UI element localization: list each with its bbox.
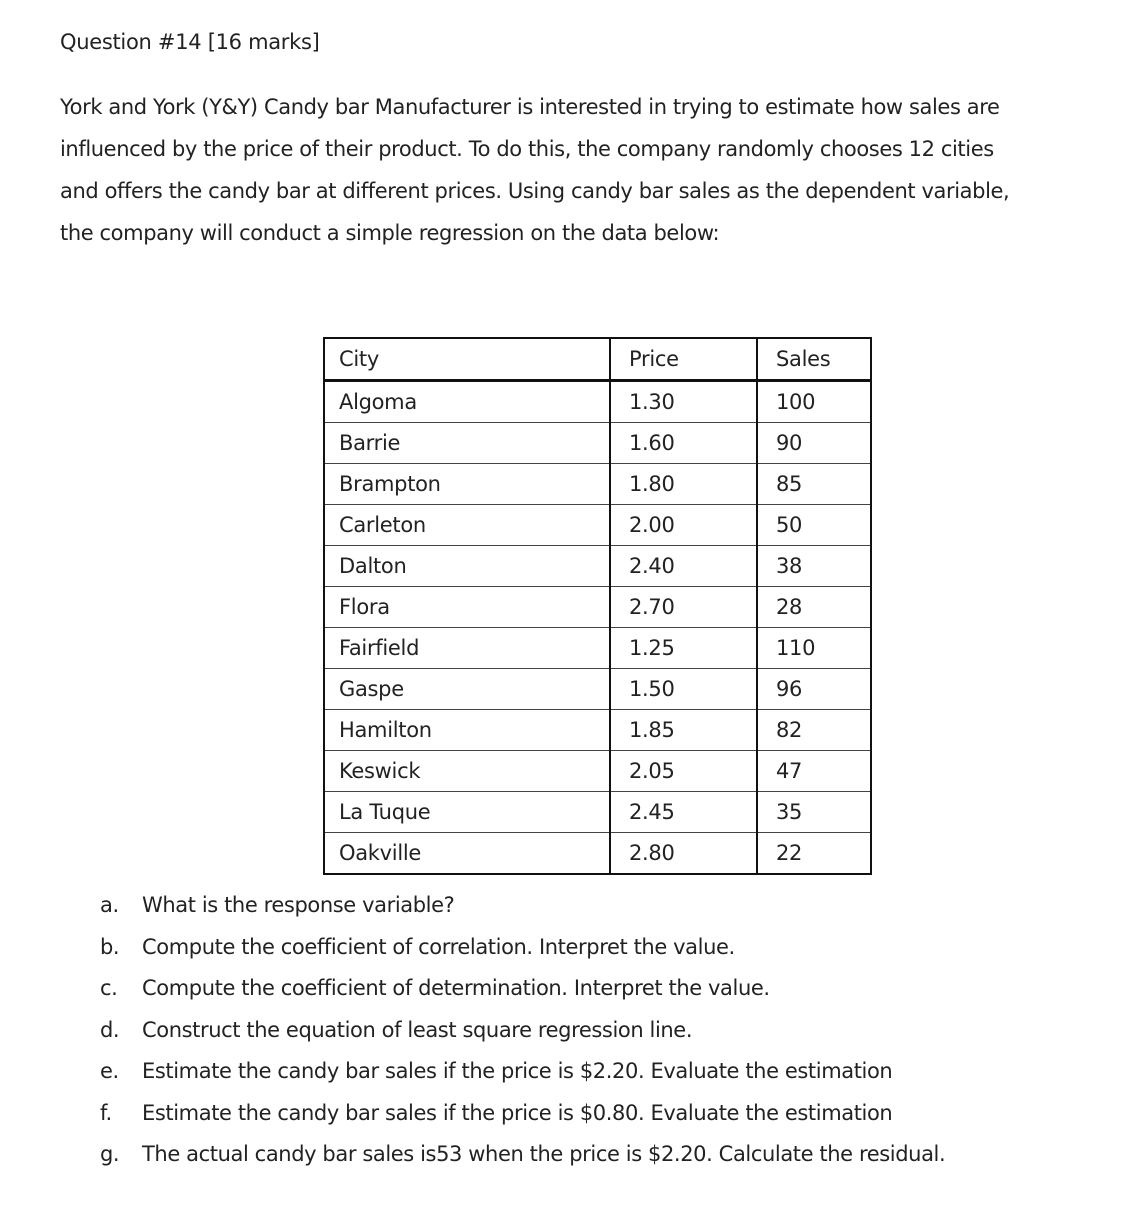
cell-sales: 96 <box>757 669 871 710</box>
part-text: Estimate the candy bar sales if the price is $0.80. Evaluate the estimation <box>142 1100 893 1125</box>
question-part <box>100 968 945 1010</box>
cell-price: 2.70 <box>610 587 757 628</box>
part-text: The actual candy bar sales is53 when the price is $2.20. Calculate the residual. <box>142 1142 946 1166</box>
cell-city: Barrie <box>324 423 610 464</box>
cell-city: Gaspe <box>324 669 610 710</box>
cell-price: 1.60 <box>610 423 757 464</box>
cell-city: Brampton <box>324 464 610 505</box>
cell-price: 2.05 <box>610 751 757 792</box>
question-part <box>100 1010 945 1052</box>
part-marker: g. <box>100 1142 120 1166</box>
part-marker: e. <box>100 1059 119 1083</box>
cell-price: 1.25 <box>610 628 757 669</box>
part-marker: f. <box>100 1100 112 1125</box>
cell-city: Dalton <box>324 546 610 587</box>
cell-sales: 90 <box>757 423 871 464</box>
intro-line: the company will conduct a simple regression on the data below: <box>60 221 720 245</box>
cell-price: 2.80 <box>610 833 757 875</box>
intro-line: and offers the candy bar at different prices. Using candy bar sales as the dependent variable, <box>60 179 1010 203</box>
cell-sales: 47 <box>757 751 871 792</box>
part-text: Compute the coefficient of determination. Interpret the value. <box>142 976 770 1000</box>
part-marker: a. <box>100 893 119 917</box>
cell-sales: 85 <box>757 464 871 505</box>
column-header-sales: Sales <box>757 338 871 381</box>
cell-price: 2.45 <box>610 792 757 833</box>
cell-price: 1.30 <box>610 381 757 423</box>
question-part <box>100 1051 945 1093</box>
question-part <box>100 927 945 969</box>
question-parts-list <box>100 885 945 1176</box>
table-row <box>324 587 871 628</box>
cell-sales: 35 <box>757 792 871 833</box>
part-text: What is the response variable? <box>142 893 455 917</box>
part-text: Compute the coefficient of correlation. Interpret the value. <box>142 934 735 959</box>
table-row <box>324 833 871 875</box>
part-marker: c. <box>100 976 118 1000</box>
column-header-city: City <box>324 338 610 381</box>
question-part <box>100 1093 945 1135</box>
part-marker: b. <box>100 934 120 959</box>
data-table <box>323 337 872 875</box>
cell-sales: 50 <box>757 505 871 546</box>
table-row <box>324 669 871 710</box>
part-text: Estimate the candy bar sales if the price is $2.20. Evaluate the estimation <box>142 1059 893 1083</box>
table-row <box>324 464 871 505</box>
cell-price: 2.00 <box>610 505 757 546</box>
cell-sales: 110 <box>757 628 871 669</box>
cell-sales: 82 <box>757 710 871 751</box>
cell-sales: 38 <box>757 546 871 587</box>
table-row <box>324 751 871 792</box>
table-row <box>324 505 871 546</box>
cell-price: 1.85 <box>610 710 757 751</box>
cell-city: Fairfield <box>324 628 610 669</box>
cell-city: Carleton <box>324 505 610 546</box>
column-header-price: Price <box>610 338 757 381</box>
cell-city: Algoma <box>324 381 610 423</box>
table-row <box>324 628 871 669</box>
question-part <box>100 1134 945 1176</box>
question-title: Question #14 [16 marks] <box>60 30 320 54</box>
part-text: Construct the equation of least square regression line. <box>142 1017 693 1042</box>
cell-city: Keswick <box>324 751 610 792</box>
cell-city: La Tuque <box>324 792 610 833</box>
table-row <box>324 381 871 423</box>
cell-price: 2.40 <box>610 546 757 587</box>
table-header-row <box>324 338 871 381</box>
cell-sales: 28 <box>757 587 871 628</box>
part-marker: d. <box>100 1017 120 1042</box>
intro-line: York and York (Y&Y) Candy bar Manufacturer is interested in trying to estimate how sales are <box>60 95 1000 119</box>
table-row <box>324 423 871 464</box>
cell-city: Hamilton <box>324 710 610 751</box>
cell-price: 1.80 <box>610 464 757 505</box>
cell-sales: 100 <box>757 381 871 423</box>
cell-city: Oakville <box>324 833 610 875</box>
table-row <box>324 546 871 587</box>
cell-price: 1.50 <box>610 669 757 710</box>
intro-line: influenced by the price of their product. To do this, the company randomly chooses 12 cities <box>60 137 994 161</box>
cell-sales: 22 <box>757 833 871 875</box>
question-part <box>100 885 945 927</box>
cell-city: Flora <box>324 587 610 628</box>
table-row <box>324 710 871 751</box>
table-row <box>324 792 871 833</box>
question-intro <box>60 86 1110 254</box>
